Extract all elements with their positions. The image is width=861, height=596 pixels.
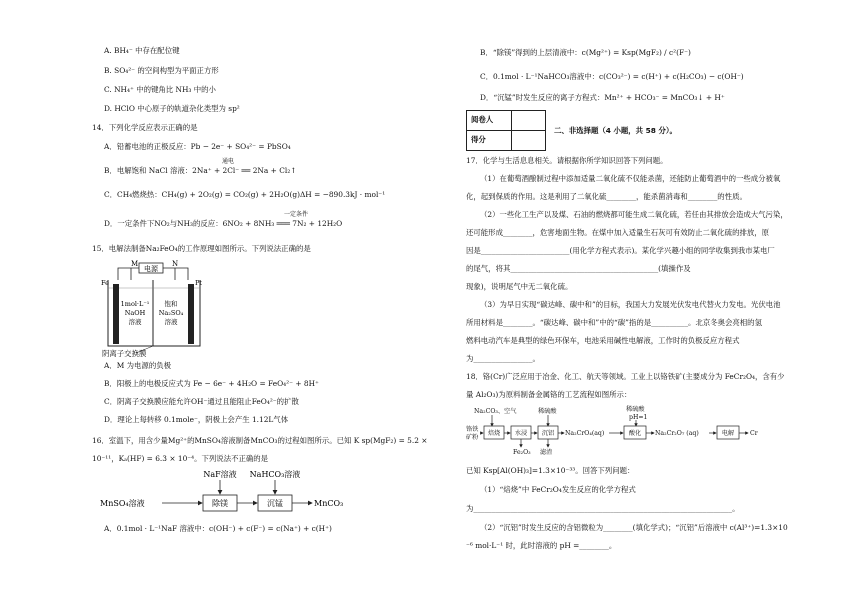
- left-solution-line1: 1mol·L⁻¹: [120, 300, 150, 308]
- q15-option-b: B．阳极上的电极反应式为 Fe − 6e⁻ + 4H₂O = FeO₄²⁻ + 8H⁺: [104, 379, 319, 388]
- end-label: MnCO₃: [314, 499, 344, 508]
- score-cell: 得分: [467, 131, 512, 151]
- pt-electrode: [188, 284, 194, 344]
- q13-option-b: B. SO₄²⁻ 的空间构型为平面正方形: [104, 66, 219, 75]
- roast-label: 焙烧: [487, 430, 501, 437]
- q17-line-11: 燃料电动汽车是典型的绿色环保车，电池采用碱性电解液，工作时的负极反应方程式: [466, 336, 740, 345]
- q18-line-1: 18．铬(Cr)广泛应用于冶金、化工、航天等领域。工业上以铬铁矿(主要成分为 FeCr₂O₄，含有少: [466, 372, 785, 381]
- residue-label: 滤渣: [540, 449, 553, 456]
- reviewer-blank-cell: [512, 111, 546, 131]
- q16-flow-diagram: [100, 467, 360, 519]
- q17-line-9: （3）为早日实现“碳达峰、碳中和”的目标，我国大力发展光伏发电代替火力发电。光伏电池: [480, 300, 781, 309]
- acid1-label: 稀硫酸: [538, 408, 557, 415]
- q16-option-a: A．0.1mol · L⁻¹NaF 溶液中：c(OH⁻) + c(F⁻) = c(Na⁺) + c(H⁺): [104, 524, 332, 533]
- q17-line-2: （1）在葡萄酒酿制过程中添加适量二氧化硫不仅能杀菌，还能防止葡萄酒中的一些成分被氧: [480, 174, 781, 183]
- q15-option-c: C．阴离子交换膜应能允许OH⁻通过且能阻止FeO₄²⁻的扩散: [104, 397, 299, 406]
- cr-label: Cr: [750, 430, 758, 437]
- q13-option-c: C. NH₄⁺ 中的键角比 NH₃ 中的小: [104, 85, 216, 94]
- q15-option-a: A．M 为电源的负极: [104, 361, 171, 370]
- nahco3-label: NaHCO₃溶液: [249, 470, 301, 479]
- q16-stem-line2: 10⁻¹¹，Kₐ(HF) = 6.3 × 10⁻⁴。下列说法不正确的是: [92, 454, 269, 463]
- pt-label: Pt: [195, 279, 202, 287]
- q17-line-3: 化，起到保质的作用。这是利用了二氧化硫________，能杀菌消毒和________的性质。: [466, 192, 747, 201]
- electro-label: 电解: [721, 430, 735, 437]
- q15-option-d: D．理论上每转移 0.1mole⁻，阴极上会产生 1.12L气体: [104, 415, 289, 424]
- q17-line-6: 因是________________________(用化学方程式表示)。某化学兴趣小组的同学收集到我市某电厂: [466, 246, 775, 255]
- q16-stem-line1: 16．室温下，用含少量Mg²⁺的MnSO₄溶液制备MnCO₃的过程如图所示。已知 K sp(MgF₂) = 5.2 ×: [92, 436, 428, 445]
- q17-line-10: 所用材料是________。“碳达峰、碳中和”中的“碳”指的是__________。北京冬奥会亮相的氢: [466, 318, 762, 327]
- reagent1-label: Na₂CO₃、空气: [474, 408, 517, 415]
- fe-electrode: [113, 284, 119, 344]
- q14-b-condition: 通电: [222, 158, 235, 165]
- q18-process-flow: [466, 404, 834, 462]
- score-blank-cell: [512, 131, 546, 151]
- q17-line-1: 17．化学与生活息息相关。请根据你所学知识回答下列问题。: [466, 156, 668, 165]
- q14-option-b: B．电解饱和 NaCl 溶液：2Na⁺ + 2Cl⁻ ══ 2Na + Cl₂↑: [104, 166, 297, 175]
- section-title: 二、非选择题（4 小题，共 58 分）。: [554, 126, 677, 135]
- q16-option-d: D．“沉锰”时发生反应的离子方程式：Mn²⁺ + HCO₃⁻ = MnCO₃↓ + H⁺: [480, 93, 725, 102]
- step1-label: 除镁: [212, 499, 228, 508]
- fe-label: Fe: [101, 279, 110, 287]
- q17-line-7: 的尾气，将其________________________________________(填操作及: [466, 264, 691, 273]
- q18-sub1: （1）“焙烧”中 FeCr₂O₄发生反应的化学方程式: [480, 485, 636, 494]
- q18-sub2-cont: ⁻⁶ mol·L⁻¹ 时，此时溶液的 pH =________。: [466, 541, 617, 550]
- q13-option-a: A. BH₄⁻ 中存在配位键: [104, 46, 180, 55]
- score-table: [466, 110, 546, 151]
- right-solution-line1: 饱和: [164, 300, 178, 308]
- start-label: MnSO₄溶液: [100, 499, 145, 508]
- q14-d-condition: 一定条件: [284, 211, 309, 218]
- leach-label: 水浸: [514, 430, 528, 437]
- q16-option-b: B．“除镁”得到的上层清液中：c(Mg²⁺) = Ksp(MgF₂) / c²(F⁻): [480, 48, 691, 57]
- q17-line-5: 还可能形成________，危害地面生物。在煤中加入适量生石灰可有效防止二氧化硫的排放，原: [466, 228, 770, 237]
- q14-stem: 14．下列化学反应表示正确的是: [92, 123, 198, 132]
- naf-label: NaF溶液: [203, 470, 237, 479]
- q15-stem: 15．电解法制备Na₂FeO₄的工作原理如图所示。下列说法正确的是: [92, 244, 311, 253]
- acid2-label: 稀硫酸: [626, 406, 645, 413]
- power-label: 电源: [144, 265, 158, 273]
- left-solution-line2: NaOH: [124, 309, 146, 317]
- q18-sub1-answer: 为______________________________________________________________________。: [466, 504, 740, 513]
- q17-line-12: 为________________。: [466, 354, 540, 363]
- step2-label: 沉锰: [267, 499, 283, 508]
- membrane-label: 阴离子交换膜: [102, 349, 147, 358]
- q16-option-c: C．0.1mol · L⁻¹NaHCO₃溶液中：c(CO₃²⁻) = c(H⁺) + c(H₂CO₃) − c(OH⁻): [480, 72, 744, 81]
- electrolysis-diagram: [96, 258, 216, 358]
- precip-label: 沉铝: [541, 430, 555, 437]
- right-solution-line2: Na₂SO₄: [158, 309, 184, 317]
- q18-sub2: （2）“沉铝”时发生反应的含铝微粒为________(填化学式)；“沉铝”后溶液中 c(Al³⁺)=1.3×10: [480, 523, 788, 532]
- reviewer-cell: 阅卷人: [467, 111, 512, 131]
- right-solution-line3: 溶液: [164, 318, 178, 326]
- q17-line-4: （2）一些化工生产以及煤、石油的燃烧都可能生成二氧化硫，若任由其排放会造成大气污染，: [480, 210, 788, 219]
- q14-option-c: C．CH₄燃烧热：CH₄(g) + 2O₂(g) = CO₂(g) + 2H₂O(g)ΔH = −890.3kJ · mol⁻¹: [104, 190, 386, 199]
- q13-option-d: D. HClO 中心原子的轨道杂化类型为 sp²: [104, 104, 240, 113]
- q14-option-a: A．铅蓄电池的正极反应：Pb − 2e⁻ + SO₄²⁻ = PbSO₄: [104, 142, 291, 151]
- n-label: N: [172, 260, 179, 268]
- q18-known: 已知 Ksp[Al(OH)₃]=1.3×10⁻³³。回答下列问题：: [466, 466, 635, 475]
- na2cro4-label: Na₂CrO₄(aq): [565, 430, 605, 437]
- fe2o3-label: Fe₂O₃: [513, 449, 531, 456]
- q14-option-d: D．一定条件下NO₂与NH₃的反应：6NO₂ + 8NH₃ ═══ 7N₂ + 12H₂O: [104, 219, 343, 228]
- m-label: M: [131, 260, 139, 268]
- ore-label-1: 铬铁: [466, 426, 479, 433]
- na2cr2o7-label: Na₂Cr₂O₇ (aq): [655, 430, 699, 437]
- q17-line-8: 现象)，说明尾气中无二氧化硫。: [466, 282, 573, 291]
- acidify-label: 酸化: [628, 430, 642, 437]
- ore-label-2: 矿粉: [466, 434, 479, 441]
- left-solution-line3: 溶液: [128, 318, 142, 326]
- q18-line-2: 量 Al₂O₃)为原料制备金属铬的工艺流程如图所示：: [466, 390, 632, 399]
- ph-label: pH=1: [629, 414, 648, 421]
